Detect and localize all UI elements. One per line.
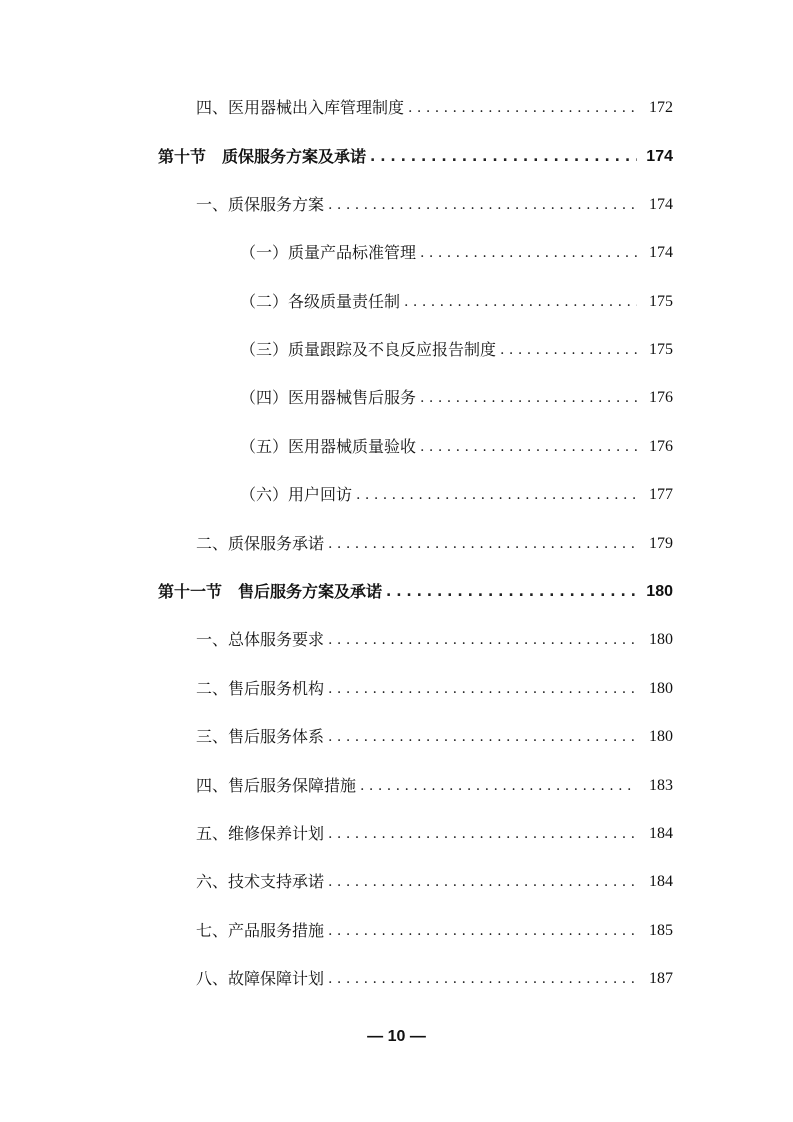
toc-entry-title: 五、维修保养计划 (196, 824, 325, 843)
toc-subentry[interactable] (240, 434, 673, 460)
toc-entry-page: 183 (649, 777, 673, 794)
toc-entry-title: 二、质保服务承诺 (196, 534, 325, 553)
toc-entry[interactable] (196, 531, 673, 557)
toc-entry-page: 174 (646, 148, 673, 165)
toc-leader-dots (500, 337, 637, 363)
toc-entry-title: 一、质保服务方案 (196, 195, 325, 214)
toc-leader-dots (420, 385, 637, 411)
toc-entry-page: 174 (649, 196, 673, 213)
toc-entry-page: 179 (649, 535, 673, 552)
toc-entry-page: 176 (649, 389, 673, 406)
toc-entry-title: 四、售后服务保障措施 (196, 776, 357, 795)
toc-section-title (158, 579, 382, 605)
toc-entry-title: （二）各级质量责任制 (240, 292, 401, 311)
toc-leader-dots (420, 240, 637, 266)
toc-entry-page: 184 (649, 873, 673, 890)
toc-section-name: 质保服务方案及承诺 (222, 147, 367, 166)
page-number: — 10 — (367, 1028, 426, 1045)
toc-leader-dots (328, 627, 637, 653)
toc-entry[interactable] (196, 192, 673, 218)
toc-entry-page: 180 (649, 728, 673, 745)
toc-entry-title: 八、故障保障计划 (196, 969, 325, 988)
toc-entry[interactable] (196, 966, 673, 992)
toc-leader-dots (328, 869, 637, 895)
toc-entry-page: 177 (649, 486, 673, 503)
toc-entry-page: 180 (649, 680, 673, 697)
toc-leader-dots (420, 434, 637, 460)
toc-subentry[interactable] (240, 482, 673, 508)
toc-leader-dots (328, 918, 637, 944)
toc-entry-title: 二、售后服务机构 (196, 679, 325, 698)
toc-subentry[interactable] (240, 240, 673, 266)
toc-leader-dots (328, 192, 637, 218)
toc-entry[interactable] (196, 869, 673, 895)
toc-subentry[interactable] (240, 337, 673, 363)
toc-entry-title: 一、总体服务要求 (196, 630, 325, 649)
toc-entry[interactable] (196, 676, 673, 702)
toc-entry[interactable] (196, 773, 673, 799)
toc-leader-dots (386, 579, 637, 605)
toc-entry[interactable] (196, 821, 673, 847)
toc-entry-page: 174 (649, 244, 673, 261)
toc-entry-title: （六）用户回访 (240, 485, 353, 504)
toc-entry-page: 187 (649, 970, 673, 987)
toc-entry-page: 172 (649, 99, 673, 116)
toc-entry-page: 176 (649, 438, 673, 455)
toc-entry-page: 180 (649, 631, 673, 648)
toc-entry-title: 六、技术支持承诺 (196, 872, 325, 891)
toc-entry-page: 175 (649, 341, 673, 358)
toc-entry-page: 175 (649, 293, 673, 310)
toc-leader-dots (356, 482, 637, 508)
toc-leader-dots (328, 966, 637, 992)
toc-entry-page: 180 (646, 583, 673, 600)
toc-entry-title: 四、医用器械出入库管理制度 (196, 98, 405, 117)
toc-entry-page: 185 (649, 922, 673, 939)
toc-entry-title: 三、售后服务体系 (196, 727, 325, 746)
toc-leader-dots (328, 531, 637, 557)
toc-entry[interactable] (196, 627, 673, 653)
toc-section-heading[interactable] (158, 579, 673, 605)
toc-entry-title: 七、产品服务措施 (196, 921, 325, 940)
toc-leader-dots (328, 821, 637, 847)
toc-section-number: 第十节 (158, 147, 207, 166)
toc-section-title (158, 144, 366, 170)
toc-entry-title: （三）质量跟踪及不良反应报告制度 (240, 340, 497, 359)
toc-leader-dots (328, 724, 637, 750)
toc-entry-title: （四）医用器械售后服务 (240, 388, 417, 407)
toc-entry[interactable] (196, 918, 673, 944)
toc-section-heading[interactable] (158, 144, 673, 170)
toc-subentry[interactable] (240, 289, 673, 315)
toc-subentry[interactable] (240, 385, 673, 411)
toc-section-number: 第十一节 (158, 582, 223, 601)
toc-entry-page: 184 (649, 825, 673, 842)
toc-leader-dots (408, 95, 637, 121)
toc-entry[interactable] (196, 95, 673, 121)
toc-entry-title: （一）质量产品标准管理 (240, 243, 417, 262)
toc-leader-dots (404, 289, 637, 315)
toc-entry-title: （五）医用器械质量验收 (240, 437, 417, 456)
toc-leader-dots (328, 676, 637, 702)
toc-leader-dots (370, 144, 637, 170)
toc-entry[interactable] (196, 724, 673, 750)
toc-leader-dots (360, 773, 637, 799)
toc-section-name: 售后服务方案及承诺 (238, 582, 383, 601)
